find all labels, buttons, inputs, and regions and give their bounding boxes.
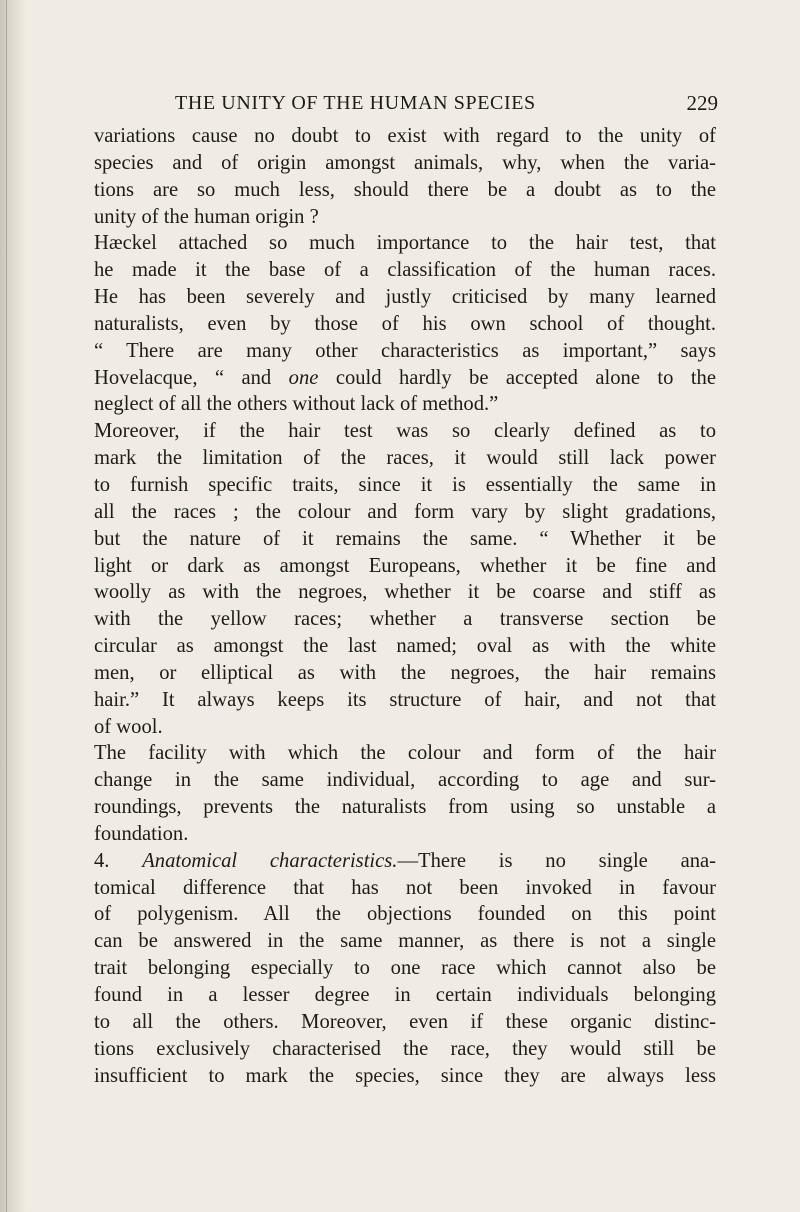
text-line: but the nature of it remains the same. “ Whether it be (94, 527, 716, 550)
text-line: men, or elliptical as with the negroes, the hair remains (94, 661, 716, 684)
text-line: tions exclusively characterised the race, they would still be (94, 1037, 716, 1060)
text-line: can be answered in the same manner, as there is not a single (94, 930, 716, 953)
text-line: with the yellow races; whether a transverse section be (94, 608, 716, 631)
page-gutter-shadow (0, 0, 26, 1212)
page-number: 229 (686, 91, 718, 115)
text-line: Hæckel attached so much importance to the hair test, that (94, 232, 716, 255)
body-text (94, 123, 716, 1089)
text-line: he made it the base of a classification of the human races. (94, 259, 716, 282)
page-edge-line (6, 0, 7, 1212)
text-line: roundings, prevents the naturalists from using so unstable a (94, 796, 716, 819)
text-line: light or dark as amongst Europeans, whether it be fine and (94, 554, 716, 577)
text-line: unity of the human origin ? (94, 205, 319, 228)
text-line: of polygenism. All the objections founded on this point (94, 903, 716, 926)
text-line: 4. Anatomical characteristics.—There is no single ana- (94, 849, 717, 872)
text-line: hair.” It always keeps its structure of hair, and not that (94, 688, 716, 711)
running-title: THE UNITY OF THE HUMAN SPECIES (175, 92, 536, 114)
text-line: woolly as with the negroes, whether it be coarse and stiff as (94, 581, 716, 604)
text-line: foundation. (94, 822, 189, 845)
text-line: naturalists, even by those of his own school of thought. (94, 312, 716, 335)
text-line: neglect of all the others without lack of method.” (94, 393, 499, 416)
text-line: species and of origin amongst animals, why, when the varia- (94, 151, 716, 174)
text-line: tomical difference that has not been invoked in favour (94, 876, 716, 899)
text-line: circular as amongst the last named; oval as with the white (94, 635, 716, 658)
text-line: to furnish specific traits, since it is essentially the same in (94, 473, 716, 496)
text-line: mark the limitation of the races, it would still lack power (94, 447, 716, 470)
text-line: of wool. (94, 715, 163, 738)
text-line: insufficient to mark the species, since they are always less (94, 1064, 716, 1087)
text-line: “ There are many other characteristics as important,” says (94, 339, 716, 362)
text-line: all the races ; the colour and form vary by slight gradations, (94, 500, 716, 523)
text-line: Moreover, if the hair test was so clearly defined as to (94, 420, 716, 443)
text-line: tions are so much less, should there be a doubt as to the (94, 178, 716, 201)
text-line: found in a lesser degree in certain individuals belonging (94, 984, 716, 1006)
text-line: The facility with which the colour and form of the hair (94, 742, 716, 765)
text-line: to all the others. Moreover, even if these organic distinc- (94, 1010, 716, 1033)
text-line: variations cause no doubt to exist with regard to the unity of (94, 125, 716, 147)
text-line: He has been severely and justly criticised by many learned (94, 286, 716, 309)
text-line: Hovelacque, “ and one could hardly be accepted alone to the (94, 366, 716, 389)
text-line: trait belonging especially to one race which cannot also be (94, 957, 716, 980)
text-line: change in the same individual, according to age and sur- (94, 769, 716, 792)
